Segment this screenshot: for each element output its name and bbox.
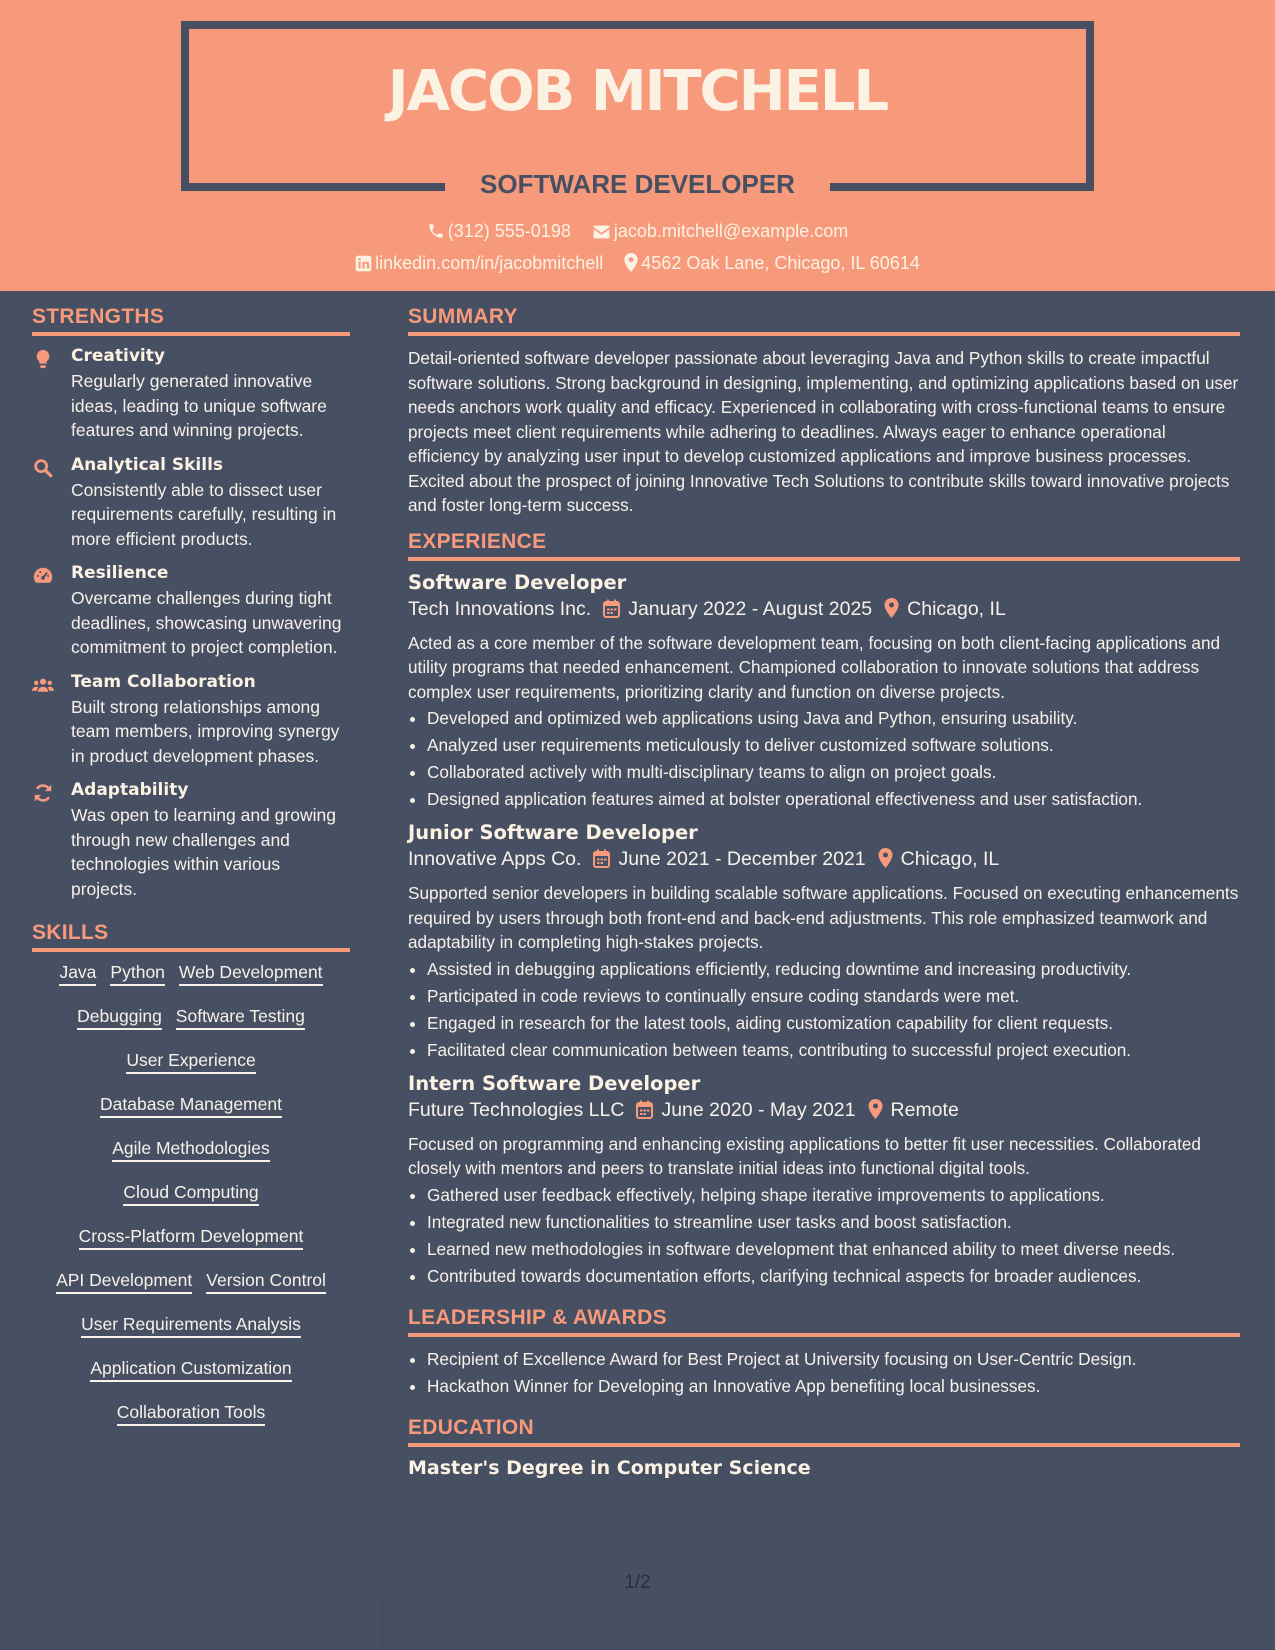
job-bullets bbox=[408, 1183, 1240, 1288]
skill-line bbox=[32, 1094, 350, 1118]
location-pin-icon bbox=[868, 1099, 883, 1119]
job-bullets bbox=[408, 957, 1240, 1062]
summary-heading: SUMMARY bbox=[408, 305, 1240, 336]
skill-tag: Cross-Platform Development bbox=[79, 1226, 304, 1250]
strength-desc: Overcame challenges during tight deadlines, showcasing unwavering commitment to project completion. bbox=[71, 588, 342, 657]
strength-desc: Was open to learning and growing through new challenges and technologies within various projects. bbox=[71, 805, 336, 899]
skill-line bbox=[32, 1182, 350, 1206]
strength-desc: Consistently able to dissect user requirements carefully, resulting in more efficient products. bbox=[71, 479, 337, 549]
skill-line bbox=[32, 1358, 350, 1382]
company-name: Future Technologies LLC bbox=[408, 1098, 625, 1121]
job-role: Intern Software Developer bbox=[408, 1071, 701, 1095]
job-description: Acted as a core member of the software development team, focusing on both client-facing applications and utility programs that needed enhancement. Championed collaboration to innovate solutions that address complex user requirements, prioritizing clarity and function on diverse projects. bbox=[408, 632, 1221, 702]
name-frame bbox=[181, 21, 1094, 191]
education-degree: Master's Degree in Computer Science bbox=[408, 1456, 811, 1479]
calendar-icon bbox=[603, 599, 620, 618]
job-dates: January 2022 - August 2025 bbox=[628, 597, 873, 620]
skill-tag: Agile Methodologies bbox=[112, 1138, 270, 1162]
sync-icon bbox=[32, 782, 54, 804]
skill-line bbox=[32, 1050, 350, 1074]
users-icon bbox=[32, 674, 54, 696]
list-item: • Analyzed user requirements meticulously to deliver customized software solutions. bbox=[427, 733, 1240, 757]
skill-tag: Software Testing bbox=[176, 1006, 305, 1030]
company-name: Tech Innovations Inc. bbox=[408, 597, 592, 620]
skill-tag: Version Control bbox=[206, 1270, 326, 1294]
strengths-heading: STRENGTHS bbox=[32, 305, 350, 336]
skill-tag: Python bbox=[110, 962, 164, 986]
contact-row-1 bbox=[0, 221, 1275, 242]
gauge-icon bbox=[32, 565, 54, 587]
list-item: • Contributed towards documentation efforts, clarifying technical aspects for broader audiences. bbox=[427, 1264, 1240, 1288]
skill-tag: Cloud Computing bbox=[123, 1182, 258, 1206]
experience-entry bbox=[408, 571, 1240, 812]
skill-tag: API Development bbox=[56, 1270, 192, 1294]
email-text: jacob.mitchell@example.com bbox=[613, 221, 849, 241]
skill-tag: Java bbox=[59, 962, 96, 986]
job-description: Supported senior developers in building scalable software applications. Focused on executing enhancements required by users through both front-end and back-end adjustments. This role emphasized teamwork and adaptability in completing high-stakes projects. bbox=[408, 883, 1239, 952]
linkedin-contact[interactable] bbox=[355, 253, 603, 274]
address-text: 4562 Oak Lane, Chicago, IL 60614 bbox=[641, 253, 920, 273]
list-item: • Hackathon Winner for Developing an Innovative App benefiting local businesses. bbox=[427, 1374, 1240, 1398]
phone-contact[interactable] bbox=[427, 221, 571, 242]
skill-line bbox=[32, 1314, 350, 1338]
leadership-list bbox=[408, 1347, 1240, 1398]
strength-item bbox=[32, 346, 350, 443]
list-item: • Participated in code reviews to continually ensure coding standards were met. bbox=[427, 984, 1240, 1008]
search-icon bbox=[32, 457, 54, 479]
linkedin-icon bbox=[355, 255, 372, 272]
skills-heading: SKILLS bbox=[32, 921, 350, 952]
skill-tag: Web Development bbox=[179, 962, 323, 986]
strength-name: Resilience bbox=[71, 563, 169, 583]
list-item: • Integrated new functionalities to streamline user tasks and boost satisfaction. bbox=[427, 1210, 1240, 1234]
company-name: Innovative Apps Co. bbox=[408, 848, 582, 870]
skill-tag: Collaboration Tools bbox=[117, 1402, 266, 1426]
strength-name: Analytical Skills bbox=[71, 454, 224, 475]
strength-desc: Built strong relationships among team members, improving synergy in product development phases. bbox=[71, 696, 340, 766]
left-column bbox=[32, 305, 350, 1446]
page-number: 1/2 bbox=[624, 1572, 651, 1593]
job-description: Focused on programming and enhancing existing applications to better fit user necessities. Collaborated closely with mentors and peers to translate initial ideas into functional digital tools. bbox=[408, 1133, 1201, 1178]
skill-line bbox=[32, 962, 350, 986]
list-item: • Recipient of Excellence Award for Best Project at University focusing on User-Centric Design. bbox=[427, 1347, 1240, 1371]
resume-header bbox=[0, 0, 1275, 291]
right-column bbox=[408, 305, 1240, 1479]
location-pin-icon bbox=[624, 253, 638, 272]
list-item: • Assisted in debugging applications efficiently, reducing downtime and increasing productivity. bbox=[427, 957, 1240, 981]
job-meta bbox=[408, 598, 1240, 621]
skills-list bbox=[32, 962, 350, 1426]
address-contact bbox=[624, 253, 920, 274]
skill-tag: Application Customization bbox=[90, 1358, 291, 1382]
skill-tag: Debugging bbox=[77, 1006, 162, 1030]
lightbulb-icon bbox=[32, 348, 54, 370]
job-role: Junior Software Developer bbox=[408, 821, 698, 844]
skill-line bbox=[32, 1402, 350, 1426]
candidate-name: JACOB MITCHELL bbox=[387, 59, 888, 124]
envelope-icon bbox=[592, 224, 611, 240]
location-pin-icon bbox=[884, 598, 899, 618]
strength-item bbox=[32, 563, 350, 660]
experience-entry bbox=[408, 1072, 1240, 1288]
job-meta bbox=[408, 1099, 1240, 1122]
skill-line bbox=[32, 1226, 350, 1250]
linkedin-text: linkedin.com/in/jacobmitchell bbox=[375, 253, 604, 273]
strength-item bbox=[32, 672, 350, 769]
list-item: • Engaged in research for the latest tools, aiding customization capability for client requests. bbox=[427, 1011, 1240, 1035]
experience-entry bbox=[408, 821, 1240, 1062]
job-dates: June 2020 - May 2021 bbox=[661, 1098, 856, 1121]
job-role: Software Developer bbox=[408, 570, 627, 594]
skill-line bbox=[32, 1138, 350, 1162]
job-title: SOFTWARE DEVELOPER bbox=[480, 169, 795, 199]
email-contact[interactable] bbox=[592, 221, 848, 242]
strength-item bbox=[32, 455, 350, 552]
job-location: Remote bbox=[890, 1098, 959, 1121]
skill-line bbox=[32, 1006, 350, 1030]
skill-tag: User Experience bbox=[126, 1050, 255, 1074]
strength-item bbox=[32, 780, 350, 901]
job-dates: June 2021 - December 2021 bbox=[618, 848, 866, 870]
summary-text: Detail-oriented software developer passionate about leveraging Java and Python skills to create impactful software solutions. Strong background in designing, implementing, and optimizing applications based on user needs anchors work quality and efficacy. Experienced in collaborating with cross-functional teams to ensure projects meet client requirements while adhering to deadlines. Always eager to enhance operational efficiency by analyzing user input to develop customized applications and improve business processes. Excited about the prospect of joining Innovative Tech Solutions to contribute skills toward innovative projects and foster long-term success. bbox=[408, 348, 1239, 515]
experience-heading: EXPERIENCE bbox=[408, 530, 1240, 561]
job-meta bbox=[408, 848, 1240, 871]
strength-name: Creativity bbox=[71, 346, 165, 366]
phone-text: (312) 555-0198 bbox=[447, 221, 571, 241]
list-item: • Facilitated clear communication between teams, contributing to successful project execution. bbox=[427, 1038, 1240, 1062]
list-item: • Gathered user feedback effectively, helping shape iterative improvements to applications. bbox=[427, 1183, 1240, 1207]
job-location: Chicago, IL bbox=[907, 597, 1006, 620]
phone-icon bbox=[427, 222, 445, 240]
location-pin-icon bbox=[878, 848, 893, 868]
calendar-icon bbox=[636, 1100, 653, 1119]
skill-line bbox=[32, 1270, 350, 1294]
list-item: • Designed application features aimed at bolster operational effectiveness and user satisfaction. bbox=[427, 787, 1240, 811]
list-item: • Developed and optimized web applications using Java and Python, ensuring usability. bbox=[427, 706, 1240, 730]
education-heading: EDUCATION bbox=[408, 1416, 1240, 1447]
leadership-heading: LEADERSHIP & AWARDS bbox=[408, 1306, 1240, 1337]
list-item: • Collaborated actively with multi-disciplinary teams to align on project goals. bbox=[427, 760, 1240, 784]
column-divider bbox=[382, 1597, 383, 1650]
strength-desc: Regularly generated innovative ideas, leading to unique software features and winning projects. bbox=[71, 371, 327, 440]
job-location: Chicago, IL bbox=[900, 848, 1000, 870]
strength-name: Adaptability bbox=[71, 780, 189, 800]
skill-tag: User Requirements Analysis bbox=[81, 1314, 301, 1338]
calendar-icon bbox=[593, 849, 610, 868]
skill-tag: Database Management bbox=[100, 1094, 282, 1118]
list-item: • Learned new methodologies in software development that enhanced ability to meet diverse needs. bbox=[427, 1237, 1240, 1261]
contact-row-2 bbox=[0, 253, 1275, 274]
job-bullets bbox=[408, 706, 1240, 811]
strength-name: Team Collaboration bbox=[71, 671, 256, 692]
